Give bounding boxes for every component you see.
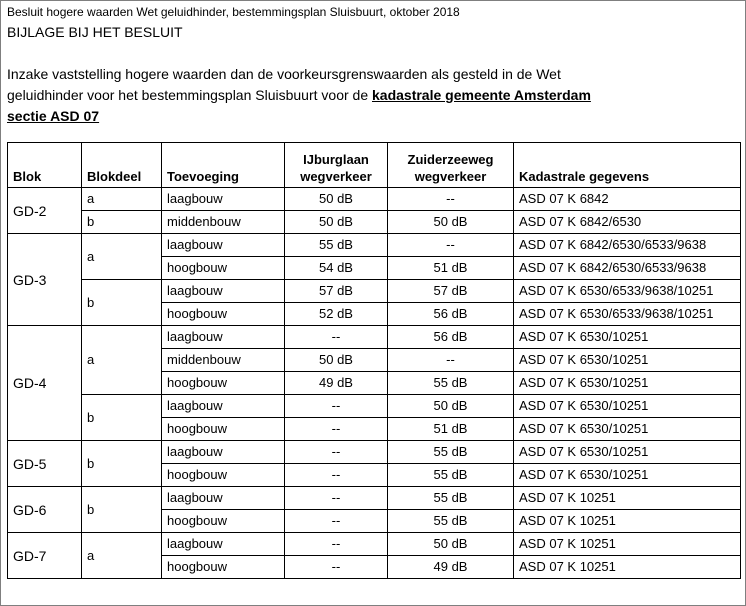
cell-zuiderzeeweg: 50 dB	[388, 395, 514, 418]
cell-zuiderzeeweg: 51 dB	[388, 257, 514, 280]
cell-ijburglaan: 50 dB	[285, 349, 388, 372]
cell-kadastraal: ASD 07 K 6530/10251	[514, 372, 741, 395]
cell-zuiderzeeweg: --	[388, 349, 514, 372]
cell-blokdeel: a	[82, 188, 162, 211]
cell-zuiderzeeweg: 49 dB	[388, 556, 514, 579]
cell-kadastraal: ASD 07 K 6842/6530/6533/9638	[514, 234, 741, 257]
cell-zuiderzeeweg: 55 dB	[388, 487, 514, 510]
cell-ijburglaan: --	[285, 418, 388, 441]
intro-bold-text: kadastrale gemeente Amsterdam sectie ASD 07	[7, 87, 591, 124]
cell-blok: GD-3	[8, 234, 82, 326]
cell-blok: GD-5	[8, 441, 82, 487]
cell-toevoeging: hoogbouw	[162, 257, 285, 280]
cell-toevoeging: laagbouw	[162, 533, 285, 556]
cell-toevoeging: hoogbouw	[162, 464, 285, 487]
cell-kadastraal: ASD 07 K 10251	[514, 556, 741, 579]
header-zuiderzeeweg	[388, 143, 514, 188]
header-toevoeging: Toevoeging	[162, 143, 285, 188]
header-zuiderzeeweg-line2: wegverkeer	[414, 169, 487, 184]
cell-zuiderzeeweg: 50 dB	[388, 211, 514, 234]
header-zuiderzeeweg-line1: Zuiderzeeweg	[407, 152, 494, 167]
table-row	[8, 487, 741, 510]
cell-ijburglaan: 49 dB	[285, 372, 388, 395]
cell-zuiderzeeweg: 51 dB	[388, 418, 514, 441]
header-ijburglaan	[285, 143, 388, 188]
cell-toevoeging: laagbouw	[162, 234, 285, 257]
table-row	[8, 326, 741, 349]
document-subtitle: BIJLAGE BIJ HET BESLUIT	[7, 24, 183, 40]
cell-ijburglaan: 50 dB	[285, 211, 388, 234]
cell-zuiderzeeweg: 56 dB	[388, 303, 514, 326]
cell-zuiderzeeweg: 50 dB	[388, 533, 514, 556]
cell-blokdeel: a	[82, 326, 162, 395]
cell-blokdeel: b	[82, 211, 162, 234]
header-blok: Blok	[8, 143, 82, 188]
cell-blokdeel: a	[82, 533, 162, 579]
cell-kadastraal: ASD 07 K 6530/10251	[514, 441, 741, 464]
cell-blokdeel: b	[82, 280, 162, 326]
header-blokdeel: Blokdeel	[82, 143, 162, 188]
cell-kadastraal: ASD 07 K 6530/6533/9638/10251	[514, 280, 741, 303]
cell-toevoeging: hoogbouw	[162, 556, 285, 579]
cell-blok: GD-4	[8, 326, 82, 441]
cell-zuiderzeeweg: 56 dB	[388, 326, 514, 349]
cell-zuiderzeeweg: --	[388, 188, 514, 211]
cell-kadastraal: ASD 07 K 6530/10251	[514, 326, 741, 349]
cell-kadastraal: ASD 07 K 6530/10251	[514, 349, 741, 372]
cell-toevoeging: laagbouw	[162, 280, 285, 303]
cell-toevoeging: hoogbouw	[162, 303, 285, 326]
cell-blokdeel: b	[82, 395, 162, 441]
cell-zuiderzeeweg: 57 dB	[388, 280, 514, 303]
cell-ijburglaan: --	[285, 533, 388, 556]
cell-ijburglaan: 57 dB	[285, 280, 388, 303]
cell-kadastraal: ASD 07 K 6842/6530	[514, 211, 741, 234]
noise-values-table	[7, 142, 741, 579]
cell-ijburglaan: 52 dB	[285, 303, 388, 326]
table-row	[8, 395, 741, 418]
header-kadastrale-gegevens: Kadastrale gegevens	[514, 143, 741, 188]
cell-kadastraal: ASD 07 K 10251	[514, 510, 741, 533]
table-row	[8, 188, 741, 211]
cell-toevoeging: laagbouw	[162, 188, 285, 211]
cell-toevoeging: hoogbouw	[162, 372, 285, 395]
table-row	[8, 533, 741, 556]
cell-toevoeging: middenbouw	[162, 349, 285, 372]
header-ijburglaan-line1: IJburglaan	[303, 152, 369, 167]
table-row	[8, 280, 741, 303]
intro-paragraph	[7, 64, 607, 127]
cell-ijburglaan: --	[285, 326, 388, 349]
cell-blok: GD-2	[8, 188, 82, 234]
cell-kadastraal: ASD 07 K 6530/10251	[514, 418, 741, 441]
cell-kadastraal: ASD 07 K 6842	[514, 188, 741, 211]
cell-blokdeel: b	[82, 441, 162, 487]
table-row	[8, 211, 741, 234]
cell-kadastraal: ASD 07 K 6530/6533/9638/10251	[514, 303, 741, 326]
cell-zuiderzeeweg: --	[388, 234, 514, 257]
cell-kadastraal: ASD 07 K 10251	[514, 487, 741, 510]
cell-zuiderzeeweg: 55 dB	[388, 441, 514, 464]
cell-zuiderzeeweg: 55 dB	[388, 464, 514, 487]
document-header-line: Besluit hogere waarden Wet geluidhinder, bestemmingsplan Sluisbuurt, oktober 2018	[7, 5, 460, 19]
header-ijburglaan-line2: wegverkeer	[300, 169, 372, 184]
cell-blok: GD-7	[8, 533, 82, 579]
cell-kadastraal: ASD 07 K 10251	[514, 533, 741, 556]
intro-text: Inzake vaststelling hogere waarden dan de voorkeursgrenswaarden als gesteld in de Wet geluidhinder voor het bestemmingsplan Sluisbuurt voor de	[7, 66, 561, 103]
cell-toevoeging: laagbouw	[162, 326, 285, 349]
cell-ijburglaan: 50 dB	[285, 188, 388, 211]
cell-ijburglaan: --	[285, 464, 388, 487]
cell-toevoeging: hoogbouw	[162, 510, 285, 533]
cell-blok: GD-6	[8, 487, 82, 533]
cell-toevoeging: middenbouw	[162, 211, 285, 234]
cell-ijburglaan: --	[285, 441, 388, 464]
cell-ijburglaan: 54 dB	[285, 257, 388, 280]
table-row	[8, 234, 741, 257]
cell-toevoeging: laagbouw	[162, 395, 285, 418]
cell-toevoeging: hoogbouw	[162, 418, 285, 441]
cell-ijburglaan: 55 dB	[285, 234, 388, 257]
cell-ijburglaan: --	[285, 556, 388, 579]
cell-zuiderzeeweg: 55 dB	[388, 510, 514, 533]
cell-blokdeel: b	[82, 487, 162, 533]
cell-kadastraal: ASD 07 K 6530/10251	[514, 395, 741, 418]
cell-zuiderzeeweg: 55 dB	[388, 372, 514, 395]
table-row	[8, 441, 741, 464]
cell-toevoeging: laagbouw	[162, 487, 285, 510]
cell-ijburglaan: --	[285, 510, 388, 533]
cell-blokdeel: a	[82, 234, 162, 280]
cell-toevoeging: laagbouw	[162, 441, 285, 464]
table-header-row	[8, 143, 741, 188]
cell-ijburglaan: --	[285, 487, 388, 510]
cell-kadastraal: ASD 07 K 6530/10251	[514, 464, 741, 487]
cell-kadastraal: ASD 07 K 6842/6530/6533/9638	[514, 257, 741, 280]
cell-ijburglaan: --	[285, 395, 388, 418]
